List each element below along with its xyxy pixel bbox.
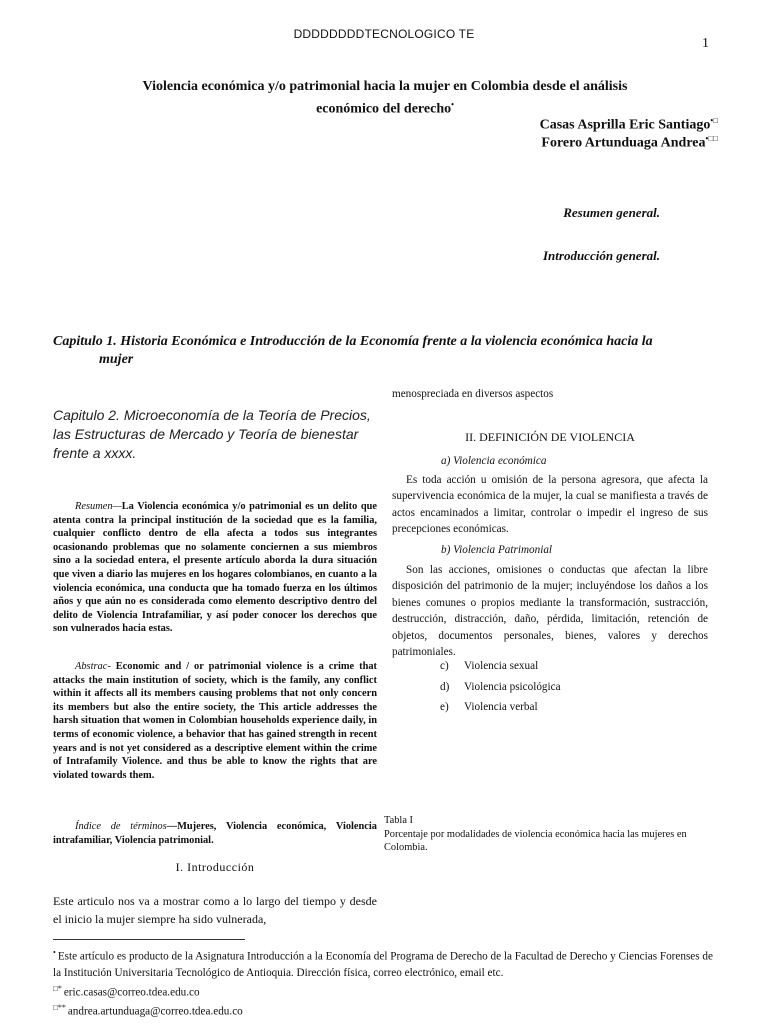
paragraph-patrimonial: Son las acciones, omisiones o conductas que afectan la libre disposición del patrimonio de la mujer; incluyéndose los daños a los bienes comunes o propios mediante la transformación, sustracción, destrucción, distracción, daño, pérdida, limitación, retención de objetos, documentos personales, bienes, valores y derechos patrimoniales. bbox=[392, 564, 708, 659]
index-terms-label: Índice de términos bbox=[75, 821, 167, 832]
footnote-3-email[interactable]: andrea.artunduaga@correo.tdea.edu.co bbox=[67, 1006, 243, 1019]
list-item-number: e) bbox=[440, 701, 449, 713]
abstract-spanish bbox=[53, 500, 377, 636]
definicion-violencia-heading: II. DEFINICIÓN DE VIOLENCIA bbox=[465, 430, 635, 444]
list-item bbox=[440, 701, 538, 713]
introduction-heading: I. Introducción bbox=[175, 860, 255, 874]
chapter-1-heading bbox=[53, 333, 713, 369]
index-terms-text: —Mujeres, Violencia económica, Violencia intrafamiliar, Violencia patrimonial. bbox=[53, 821, 377, 846]
chapter-2-heading bbox=[53, 406, 373, 463]
footnote-2-email[interactable]: eric.casas@correo.tdea.edu.co bbox=[63, 986, 200, 999]
list-item-number: c) bbox=[440, 660, 449, 672]
abstract-es-label: Resumen— bbox=[75, 501, 122, 512]
chapter-1-line-1: Capitulo 1. Historia Económica e Introducción de la Economía frente a la violencia económica hacia la bbox=[53, 334, 653, 349]
introduction-text: Este articulo nos va a mostrar como a lo largo del tiempo y desde el inicio la mujer siempre ha sido vulnerada, bbox=[53, 894, 377, 926]
list-item bbox=[440, 681, 561, 693]
list-item-number: d) bbox=[440, 681, 450, 693]
title-line-1: Violencia económica y/o patrimonial hacia la mujer en Colombia desde el análisis bbox=[142, 79, 628, 94]
list-item bbox=[440, 660, 538, 672]
footnote-1-mark: • bbox=[53, 948, 56, 957]
title-line-2-text: económico del derecho bbox=[316, 101, 452, 117]
abstract-en-label: Abstrac- bbox=[75, 661, 111, 672]
author-2-name: Forero Artunduaga Andrea bbox=[541, 135, 706, 151]
footnote-1 bbox=[53, 945, 713, 981]
footnote-2 bbox=[53, 981, 713, 1001]
title-footnote-mark: • bbox=[451, 100, 454, 109]
table-caption-label: Tabla I bbox=[384, 815, 413, 826]
footnote-divider bbox=[53, 939, 245, 940]
footnote-3-mark: □** bbox=[53, 1003, 66, 1013]
author-2 bbox=[0, 134, 718, 152]
running-header: DDDDDDDDTECNOLOGICO TE bbox=[293, 27, 475, 41]
author-1 bbox=[0, 116, 718, 134]
footnotes bbox=[53, 945, 713, 1020]
chapter-2-line-2: las Estructuras de Mercado y Teoría de bienestar bbox=[53, 426, 359, 442]
paragraph-economica: Es toda acción u omisión de la persona agresora, que afecta la supervivencia económica de la mujer, la cual se manifiesta a través de actos encaminados a limitar, controlar o impedir el ingreso de sus precepciones económicas. bbox=[392, 474, 708, 536]
author-1-mark: •□ bbox=[710, 116, 718, 125]
list-item-label: Violencia verbal bbox=[464, 701, 538, 713]
footnote-1-text: Este artículo es producto de la Asignatura Introducción a la Economía del Programa de Derecho de la Facultad de Derecho y Ciencias Forenses de la Institución Universitaria Tecnológico de Antioquia. Dirección física, correo electrónico, email etc. bbox=[53, 950, 713, 979]
introduccion-general-heading: Introducción general. bbox=[542, 248, 660, 263]
list-item-label: Violencia psicológica bbox=[464, 681, 561, 693]
paper-title bbox=[100, 78, 670, 119]
table-caption-text: Porcentaje por modalidades de violencia económica hacia las mujeres en Colombia. bbox=[384, 828, 687, 854]
sub-heading-economica: a) Violencia económica bbox=[441, 455, 547, 467]
list-item-label: Violencia sexual bbox=[464, 660, 539, 672]
abstract-en-text: Economic and / or patrimonial violence is a crime that attacks the main institution of society, which is the family, any conflict within it affects all its members causing problems that not only concern its members but also the entire society, the This article addresses the harsh situation that women in Colombian households experience daily, in terms of economic violence, a behavior that has gained strength in recent years and is not yet considered as a descriptive element within the crime of Intrafamily Violence. and thus be able to know the rights that are violated towards them. bbox=[53, 661, 377, 781]
footnote-2-mark: □* bbox=[53, 983, 62, 993]
chapter-1-line-2: mujer bbox=[99, 352, 134, 367]
author-2-mark: •□□ bbox=[705, 134, 718, 143]
abstract-english bbox=[53, 660, 377, 782]
right-column-continuation: menospreciada en diversos aspectos bbox=[392, 388, 554, 400]
chapter-2-line-3: frente a xxxx. bbox=[53, 445, 137, 461]
index-terms bbox=[53, 820, 377, 847]
sub-heading-patrimonial: b) Violencia Patrimonial bbox=[441, 544, 553, 556]
author-1-name: Casas Asprilla Eric Santiago bbox=[539, 117, 711, 133]
resumen-general-heading: Resumen general. bbox=[563, 205, 660, 220]
abstract-es-text: La Violencia económica y/o patrimonial es un delito que atenta contra la principal institución de la sociedad que es la familia, cualquier conflicto dentro de ella afecta a todos sus integrantes ocasionando problemas que no solamente conciernen a sus miembros sino a la sociedad entera, el presente artículo aborda la dura situación que viven a diario las mujeres en los hogares colombianos, en cuanto a la violencia económica, una conducta que ha tomado fuerza en los últimos años y que aún no es considerada como elemento descriptivo dentro del delito de Violencia Intrafamiliar, y así poder conocer los derechos que son vulnerados hacia estas. bbox=[53, 501, 377, 635]
page-number: 1 bbox=[702, 36, 709, 51]
chapter-2-line-1: Capitulo 2. Microeconomía de la Teoría de Precios, bbox=[53, 407, 371, 423]
footnote-3 bbox=[53, 1000, 713, 1020]
table-caption bbox=[384, 814, 714, 855]
